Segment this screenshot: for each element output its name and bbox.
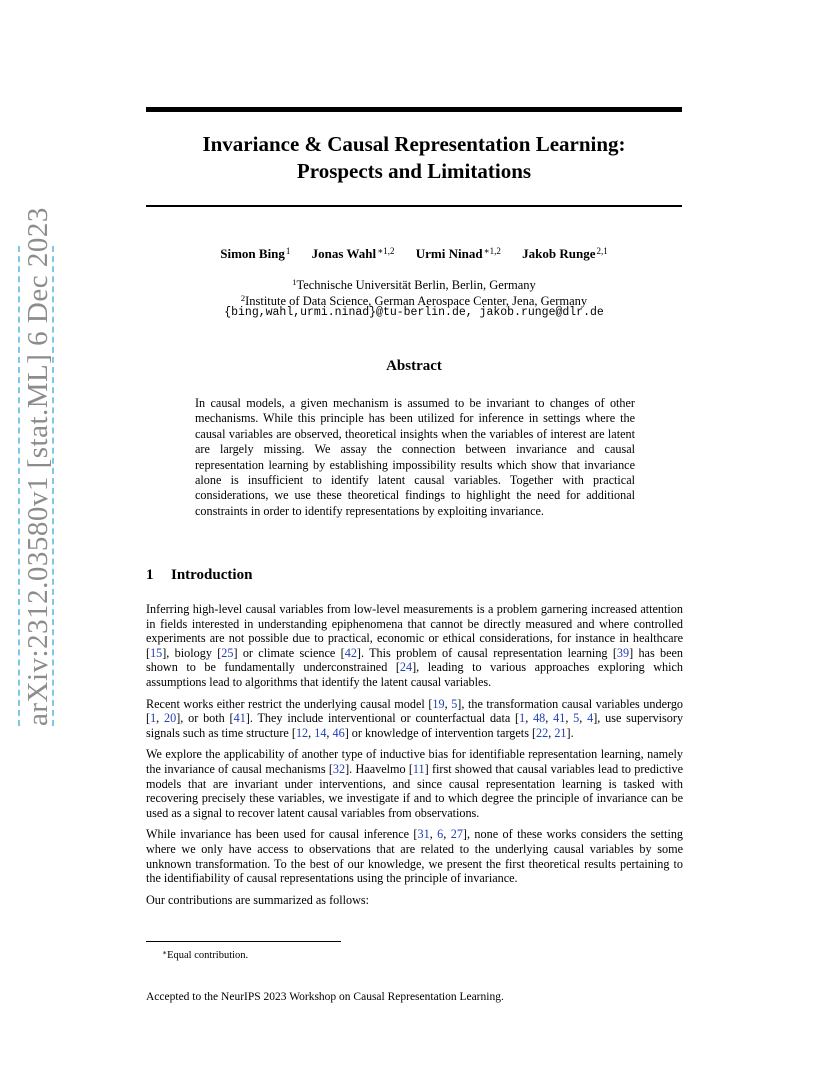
footnote-rule — [146, 941, 341, 942]
section-title: Introduction — [171, 567, 253, 583]
citation-link[interactable]: 5 — [451, 696, 458, 711]
paper-title-line-1: Invariance & Causal Representation Learning: — [202, 132, 626, 156]
title-top-rule — [146, 107, 682, 112]
citation-link[interactable]: 48 — [533, 711, 546, 726]
citation-link[interactable]: 20 — [164, 711, 177, 726]
citation-link[interactable]: 27 — [450, 827, 463, 842]
citation-link[interactable]: 12 — [295, 725, 309, 740]
citation-link[interactable]: 42 — [344, 645, 357, 660]
citation-link[interactable]: 21 — [554, 725, 567, 740]
citation-link[interactable]: 6 — [437, 827, 444, 842]
citation-link[interactable]: 4 — [587, 711, 594, 726]
section-heading — [146, 566, 682, 585]
paragraph: Inferring high-level causal variables from low-level measurements is a problem garnering increased attention in fields interested in understanding epiphenomena that cannot be directly measured and where controlled experiments are not possible due to practical, economic or ethical considerations, for instance in healthcare [15], biology [25] or climate science [42]. This problem of causal representation learning [39] has been shown to be fundamentally underconstrained [24], leading to various approaches exploring which assumptions lead to algorithms that identify the latent causal variables. — [146, 602, 684, 689]
footnote: ∗Equal contribution. — [162, 948, 249, 961]
citation-link[interactable]: 15 — [150, 645, 163, 660]
arxiv-identifier: arXiv:2312.03580v1 [stat.ML] 6 Dec 2023 — [18, 246, 54, 726]
citation-link[interactable]: 39 — [616, 645, 630, 660]
paragraph: While invariance has been used for causal inference [31, 6, 27], none of these works considers the setting where we only have access to observations that are related to the underlying causal variables by some unknown transformation. To the best of our knowledge, we present the first theoretical results pertaining to the identifiability of causal representations using the principle of invariance. — [146, 827, 684, 886]
citation-link[interactable]: 31 — [417, 827, 430, 842]
author: Urmi Ninad$^{∗1,2}$ — [415, 246, 501, 261]
citation-link[interactable]: 32 — [332, 761, 346, 776]
citation-link[interactable]: 1 — [519, 711, 526, 726]
citation-link[interactable]: 41 — [553, 711, 566, 726]
affiliation: $^1$Technische Universität Berlin, Berlin, Germany — [292, 277, 536, 292]
section-number: 1 — [146, 567, 154, 583]
author: Jakob Runge$^{2,1}$ — [522, 246, 608, 261]
acceptance-note: Accepted to the NeurIPS 2023 Workshop on Causal Representation Learning. — [146, 991, 504, 1003]
author: Jonas Wahl$^{∗1,2}$ — [311, 246, 395, 261]
paragraph: Recent works either restrict the underlying causal model [19, 5], the transformation causal variables undergo [1, 20], or both [41]. They include interventional or counterfactual data [1, 48, 41, 5, 4], use supervisory signals such as time structure [12, 14, 46] or knowledge of intervention targets [22, 21]. — [146, 696, 684, 740]
citation-link[interactable]: 24 — [399, 660, 413, 675]
abstract-text: In causal models, a given mechanism is assumed to be invariant to changes of other mechanisms. While this principle has been utilized for inference in settings where the causal variables are observed, theoretical insights when the variables of interest are latent are largely missing. We assay the connection between invariance and causal representation learning by establishing impossibility results which show that invariance alone is insufficient to identify latent causal variables. Together with practical considerations, we use these theoretical findings to highlight the need for additional constraints in order to identify representations by exploiting invariance. — [195, 396, 635, 518]
citation-link[interactable]: 14 — [314, 725, 327, 740]
title-bottom-rule — [146, 205, 682, 207]
citation-link[interactable]: 5 — [573, 711, 580, 726]
citation-link[interactable]: 46 — [332, 725, 345, 740]
citation-link[interactable]: 41 — [233, 711, 246, 726]
citation-link[interactable]: 25 — [221, 645, 234, 660]
author-list — [146, 242, 682, 263]
citation-link[interactable]: 22 — [536, 725, 549, 740]
author: Simon Bing$^1$ — [220, 246, 291, 261]
abstract-heading: Abstract — [386, 358, 442, 374]
author-emails[interactable]: {bing,wahl,urmi.ninad}@tu-berlin.de, jakob.runge@dlr.de — [224, 306, 604, 319]
paragraph: Our contributions are summarized as follows: — [146, 892, 370, 907]
affiliation: $^2$Institute of Data Science, German Aerospace Center, Jena, Germany — [240, 293, 588, 308]
paragraph: We explore the applicability of another type of inductive bias for identifiable representation learning, namely the invariance of causal mechanisms [32]. Haavelmo [11] first showed that causal variables lead to predictive models that are invariant under interventions, and since causal representation learning is tasked with recovering precisely these variables, we investigate if and to which degree the principle of invariance can be used as a signal to recover latent causal variables from observations. — [146, 747, 683, 820]
paper-title-line-2: Prospects and Limitations — [296, 159, 532, 183]
citation-link[interactable]: 1 — [150, 711, 157, 726]
citation-link[interactable]: 11 — [412, 761, 425, 776]
body-text — [146, 602, 683, 914]
citation-link[interactable]: 19 — [432, 696, 445, 711]
